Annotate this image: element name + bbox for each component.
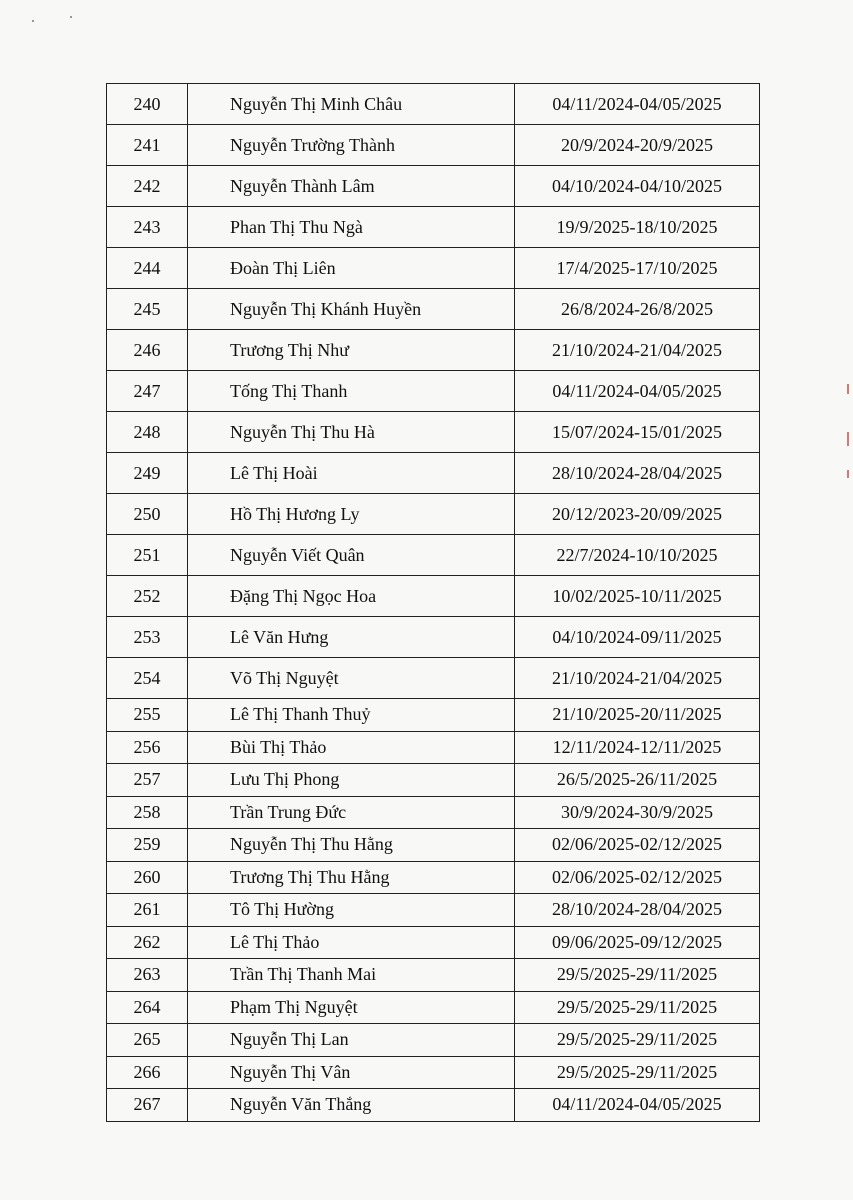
person-name: Nguyễn Văn Thắng [188, 1089, 515, 1122]
date-range: 29/5/2025-29/11/2025 [515, 1024, 760, 1057]
date-range: 21/10/2024-21/04/2025 [515, 330, 760, 371]
row-number: 247 [107, 371, 188, 412]
table-row [107, 576, 760, 617]
person-name: Phan Thị Thu Ngà [188, 207, 515, 248]
table-row [107, 84, 760, 125]
table-row [107, 991, 760, 1024]
person-name: Nguyễn Thị Minh Châu [188, 84, 515, 125]
table-row [107, 617, 760, 658]
row-number: 244 [107, 248, 188, 289]
scan-speck [32, 20, 34, 22]
table-row [107, 1056, 760, 1089]
date-range: 20/9/2024-20/9/2025 [515, 125, 760, 166]
row-number: 249 [107, 453, 188, 494]
table-row [107, 494, 760, 535]
person-name: Lê Thị Hoài [188, 453, 515, 494]
person-name: Đặng Thị Ngọc Hoa [188, 576, 515, 617]
person-name: Tống Thị Thanh [188, 371, 515, 412]
date-range: 28/10/2024-28/04/2025 [515, 453, 760, 494]
date-range: 10/02/2025-10/11/2025 [515, 576, 760, 617]
table-row [107, 658, 760, 699]
date-range: 29/5/2025-29/11/2025 [515, 959, 760, 992]
table-row [107, 125, 760, 166]
person-name: Trương Thị Như [188, 330, 515, 371]
person-name: Bùi Thị Thảo [188, 731, 515, 764]
row-number: 245 [107, 289, 188, 330]
table-row [107, 289, 760, 330]
row-number: 258 [107, 796, 188, 829]
row-number: 259 [107, 829, 188, 862]
date-range: 12/11/2024-12/11/2025 [515, 731, 760, 764]
person-name: Nguyễn Thị Khánh Huyền [188, 289, 515, 330]
table-row [107, 412, 760, 453]
table-row [107, 1024, 760, 1057]
date-range: 17/4/2025-17/10/2025 [515, 248, 760, 289]
roster-table [106, 83, 760, 1122]
person-name: Trần Thị Thanh Mai [188, 959, 515, 992]
row-number: 243 [107, 207, 188, 248]
date-range: 22/7/2024-10/10/2025 [515, 535, 760, 576]
person-name: Lê Văn Hưng [188, 617, 515, 658]
table-row [107, 959, 760, 992]
row-number: 248 [107, 412, 188, 453]
person-name: Võ Thị Nguyệt [188, 658, 515, 699]
date-range: 04/10/2024-04/10/2025 [515, 166, 760, 207]
person-name: Nguyễn Thị Lan [188, 1024, 515, 1057]
person-name: Lưu Thị Phong [188, 764, 515, 797]
date-range: 02/06/2025-02/12/2025 [515, 861, 760, 894]
person-name: Nguyễn Thị Thu Hà [188, 412, 515, 453]
row-number: 250 [107, 494, 188, 535]
date-range: 29/5/2025-29/11/2025 [515, 991, 760, 1024]
table-row [107, 330, 760, 371]
table-row [107, 453, 760, 494]
row-number: 265 [107, 1024, 188, 1057]
table-row [107, 731, 760, 764]
table-row [107, 861, 760, 894]
date-range: 09/06/2025-09/12/2025 [515, 926, 760, 959]
date-range: 15/07/2024-15/01/2025 [515, 412, 760, 453]
person-name: Lê Thị Thảo [188, 926, 515, 959]
table-row [107, 207, 760, 248]
person-name: Nguyễn Thị Thu Hằng [188, 829, 515, 862]
date-range: 04/11/2024-04/05/2025 [515, 371, 760, 412]
date-range: 04/11/2024-04/05/2025 [515, 1089, 760, 1122]
row-number: 254 [107, 658, 188, 699]
date-range: 19/9/2025-18/10/2025 [515, 207, 760, 248]
person-name: Nguyễn Thành Lâm [188, 166, 515, 207]
row-number: 240 [107, 84, 188, 125]
person-name: Nguyễn Viết Quân [188, 535, 515, 576]
table-row [107, 699, 760, 732]
row-number: 241 [107, 125, 188, 166]
person-name: Nguyễn Trường Thành [188, 125, 515, 166]
person-name: Nguyễn Thị Vân [188, 1056, 515, 1089]
row-number: 257 [107, 764, 188, 797]
row-number: 261 [107, 894, 188, 927]
date-range: 29/5/2025-29/11/2025 [515, 1056, 760, 1089]
scan-speck [70, 16, 72, 18]
row-number: 262 [107, 926, 188, 959]
person-name: Trần Trung Đức [188, 796, 515, 829]
person-name: Trương Thị Thu Hằng [188, 861, 515, 894]
scan-edge-mark [847, 470, 849, 478]
scan-edge-mark [847, 384, 849, 394]
row-number: 255 [107, 699, 188, 732]
date-range: 26/5/2025-26/11/2025 [515, 764, 760, 797]
date-range: 02/06/2025-02/12/2025 [515, 829, 760, 862]
table-row [107, 535, 760, 576]
person-name: Lê Thị Thanh Thuỷ [188, 699, 515, 732]
table-row [107, 796, 760, 829]
table-row [107, 371, 760, 412]
table-row [107, 894, 760, 927]
row-number: 253 [107, 617, 188, 658]
date-range: 28/10/2024-28/04/2025 [515, 894, 760, 927]
row-number: 252 [107, 576, 188, 617]
person-name: Hồ Thị Hương Ly [188, 494, 515, 535]
row-number: 266 [107, 1056, 188, 1089]
row-number: 264 [107, 991, 188, 1024]
table-row [107, 829, 760, 862]
table-row [107, 248, 760, 289]
date-range: 21/10/2025-20/11/2025 [515, 699, 760, 732]
row-number: 267 [107, 1089, 188, 1122]
date-range: 26/8/2024-26/8/2025 [515, 289, 760, 330]
table-row [107, 926, 760, 959]
date-range: 21/10/2024-21/04/2025 [515, 658, 760, 699]
row-number: 251 [107, 535, 188, 576]
person-name: Tô Thị Hường [188, 894, 515, 927]
date-range: 04/11/2024-04/05/2025 [515, 84, 760, 125]
row-number: 246 [107, 330, 188, 371]
row-number: 263 [107, 959, 188, 992]
table-row [107, 166, 760, 207]
row-number: 260 [107, 861, 188, 894]
table-row [107, 1089, 760, 1122]
roster-table-body [107, 84, 760, 1122]
table-row [107, 764, 760, 797]
row-number: 242 [107, 166, 188, 207]
row-number: 256 [107, 731, 188, 764]
person-name: Phạm Thị Nguyệt [188, 991, 515, 1024]
date-range: 30/9/2024-30/9/2025 [515, 796, 760, 829]
date-range: 20/12/2023-20/09/2025 [515, 494, 760, 535]
date-range: 04/10/2024-09/11/2025 [515, 617, 760, 658]
person-name: Đoàn Thị Liên [188, 248, 515, 289]
scan-edge-mark [847, 432, 849, 446]
